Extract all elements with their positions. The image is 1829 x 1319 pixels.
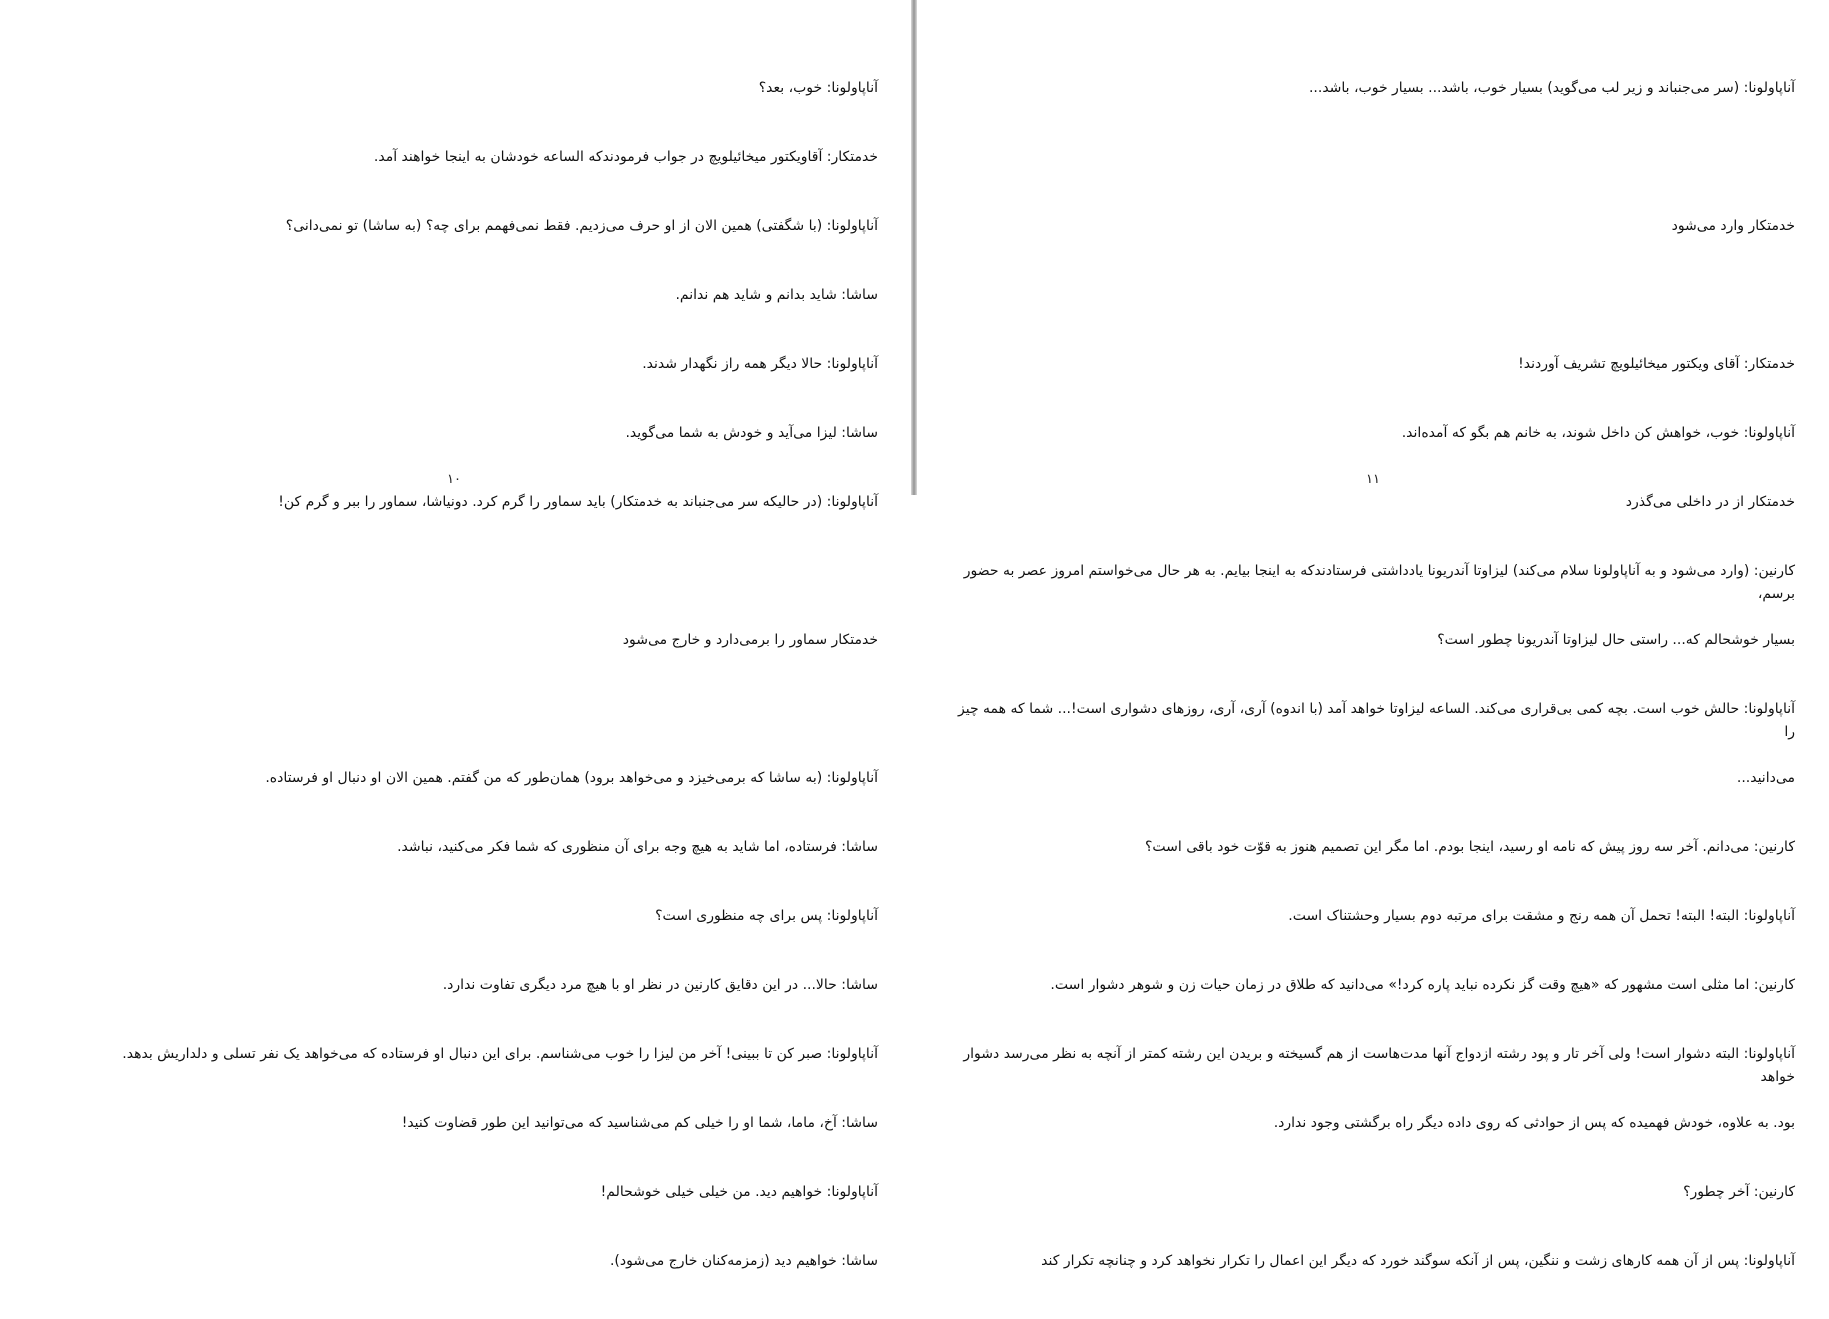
blank-line	[943, 146, 1795, 169]
blank-line	[943, 284, 1795, 307]
text-line: ساشا: لیزا می‌آید و خودش به شما می‌گوید.	[625, 425, 878, 441]
text-line: آناپاولونا: (در حالیکه سر می‌جنباند به خدمتکار) باید سماور را گرم کرد. دونیاشا، سماور را ببر و گرم کن!	[278, 494, 878, 510]
text-line: کارنین: آخر چطور؟	[1683, 1184, 1795, 1200]
text-line: کارنین: اما مثلی است مشهور که «هیچ وقت گز نکرده نباید پاره کرد!» می‌دانید که طلاق در زمان حیات زن و شوهر دشوار است.	[1050, 977, 1795, 993]
text-line: خدمتکار: آقای ویکتور میخائیلویچ تشریف آوردند!	[1518, 356, 1795, 372]
text-line: آناپاولونا: البته دشوار است! ولی آخر تار و پود رشته ازدواج آنها مدت‌هاست از هم گسیخته و بریدن این رشته کمتر از آنچه به نظر می‌رسد دشوار خواهد	[958, 1046, 1795, 1085]
text-line: بود. به علاوه، خودش فهمیده که پس از حوادثی که روی داده دیگر راه برگشتی وجود ندارد.	[1273, 1115, 1795, 1131]
text-line: آناپاولونا: صبر کن تا ببینی! آخر من لیزا را خوب می‌شناسم. برای این دنبال او فرستاده که می‌خواهد یک نفر تسلی و دلداریش بدهد.	[122, 1046, 878, 1062]
blank-line	[118, 560, 878, 583]
text-line: ساشا: شاید بدانم و شاید هم ندانم.	[675, 287, 878, 303]
page-number: ۱۰	[447, 472, 461, 487]
stage-direction: خدمتکار از در داخلی می‌گذرد	[1625, 494, 1795, 510]
text-line: آناپاولونا: خوب، بعد؟	[758, 80, 878, 96]
text-line: آناپاولونا: (با شگفتی) همین الان از او حرف می‌زدیم. فقط نمی‌فهمم برای چه؟ (به ساشا) تو نمی‌دانی؟	[285, 218, 878, 234]
page-number: ۱۱	[1366, 472, 1380, 487]
text-line: کارنین: می‌دانم. آخر سه روز پیش که نامه او رسید، اینجا بودم. اما مگر این تصمیم هنوز به قوّت خود باقی است؟	[1144, 839, 1795, 855]
text-line: آناپاولونا: خوب، خواهش کن داخل شوند، به خانم هم بگو که آمده‌اند.	[1401, 425, 1795, 441]
left-page	[0, 0, 912, 1269]
text-line: آناپاولونا: خواهیم دید. من خیلی خیلی خوشحالم!	[600, 1184, 878, 1200]
text-line: آناپاولونا: (به ساشا که برمی‌خیزد و می‌خواهد برود) همان‌طور که من گفتم. همین الان او دنبال او فرستاده.	[265, 770, 878, 786]
left-page-text	[118, 31, 878, 1319]
stage-direction: خدمتکار سماور را برمی‌دارد و خارج می‌شود	[622, 632, 878, 648]
text-line: آناپاولونا: حالا دیگر همه راز نگهدار شدند.	[642, 356, 878, 372]
text-line: ساشا: فرستاده، اما شاید به هیچ وجه برای آن منظوری که شما فکر می‌کنید، نباشد.	[397, 839, 878, 855]
stage-direction: خدمتکار وارد می‌شود	[1671, 218, 1795, 234]
text-line: کارنین: (وارد می‌شود و به آناپاولونا سلام می‌کند) لیزاوتا آندریونا یادداشتی فرستادندکه به اینجا بیایم. به هر حال می‌خواستم امروز عصر به حضور برسم،	[959, 563, 1795, 602]
text-line: ساشا: خواهیم دید (زمزمه‌کنان خارج می‌شود).	[609, 1253, 878, 1269]
text-line: خدمتکار: آقاویکتور میخائیلویچ در جواب فرمودندکه الساعه خودشان به اینجا خواهند آمد.	[373, 149, 878, 165]
text-line: ساشا: آخ، ماما، شما او را خیلی کم می‌شناسید که می‌توانید این طور قضاوت کنید!	[401, 1115, 878, 1131]
text-line: آناپاولونا: (سر می‌جنباند و زیر لب می‌گوید) بسیار خوب، باشد... بسیار خوب، باشد...	[1308, 80, 1795, 96]
text-line: آناپاولونا: البته! البته! تحمل آن همه رنج و مشقت برای مرتبه دوم بسیار وحشتناک است.	[1288, 908, 1795, 924]
right-page-text	[943, 31, 1795, 1319]
text-line: آناپاولونا: حالش خوب است. بچه کمی بی‌قراری می‌کند. الساعه لیزاوتا خواهد آمد (با اندوه) آری، آری، روزهای دشواری است!... شما که همه چیز را	[953, 701, 1795, 740]
text-line: می‌دانید...	[1736, 770, 1795, 786]
right-page	[917, 0, 1829, 1269]
text-line: آناپاولونا: پس از آن همه کارهای زشت و ننگین، پس از آنکه سوگند خورد که دیگر این اعمال را تکرار نخواهد کرد و چنانچه تکرار کند	[1041, 1253, 1795, 1269]
text-line: بسیار خوشحالم که... راستی حال لیزاوتا آندریونا چطور است؟	[1437, 632, 1795, 648]
blank-line	[118, 698, 878, 721]
text-line: آناپاولونا: پس برای چه منظوری است؟	[655, 908, 878, 924]
text-line: ساشا: حالا... در این دقایق کارنین در نظر او با هیچ مرد دیگری تفاوت ندارد.	[442, 977, 878, 993]
